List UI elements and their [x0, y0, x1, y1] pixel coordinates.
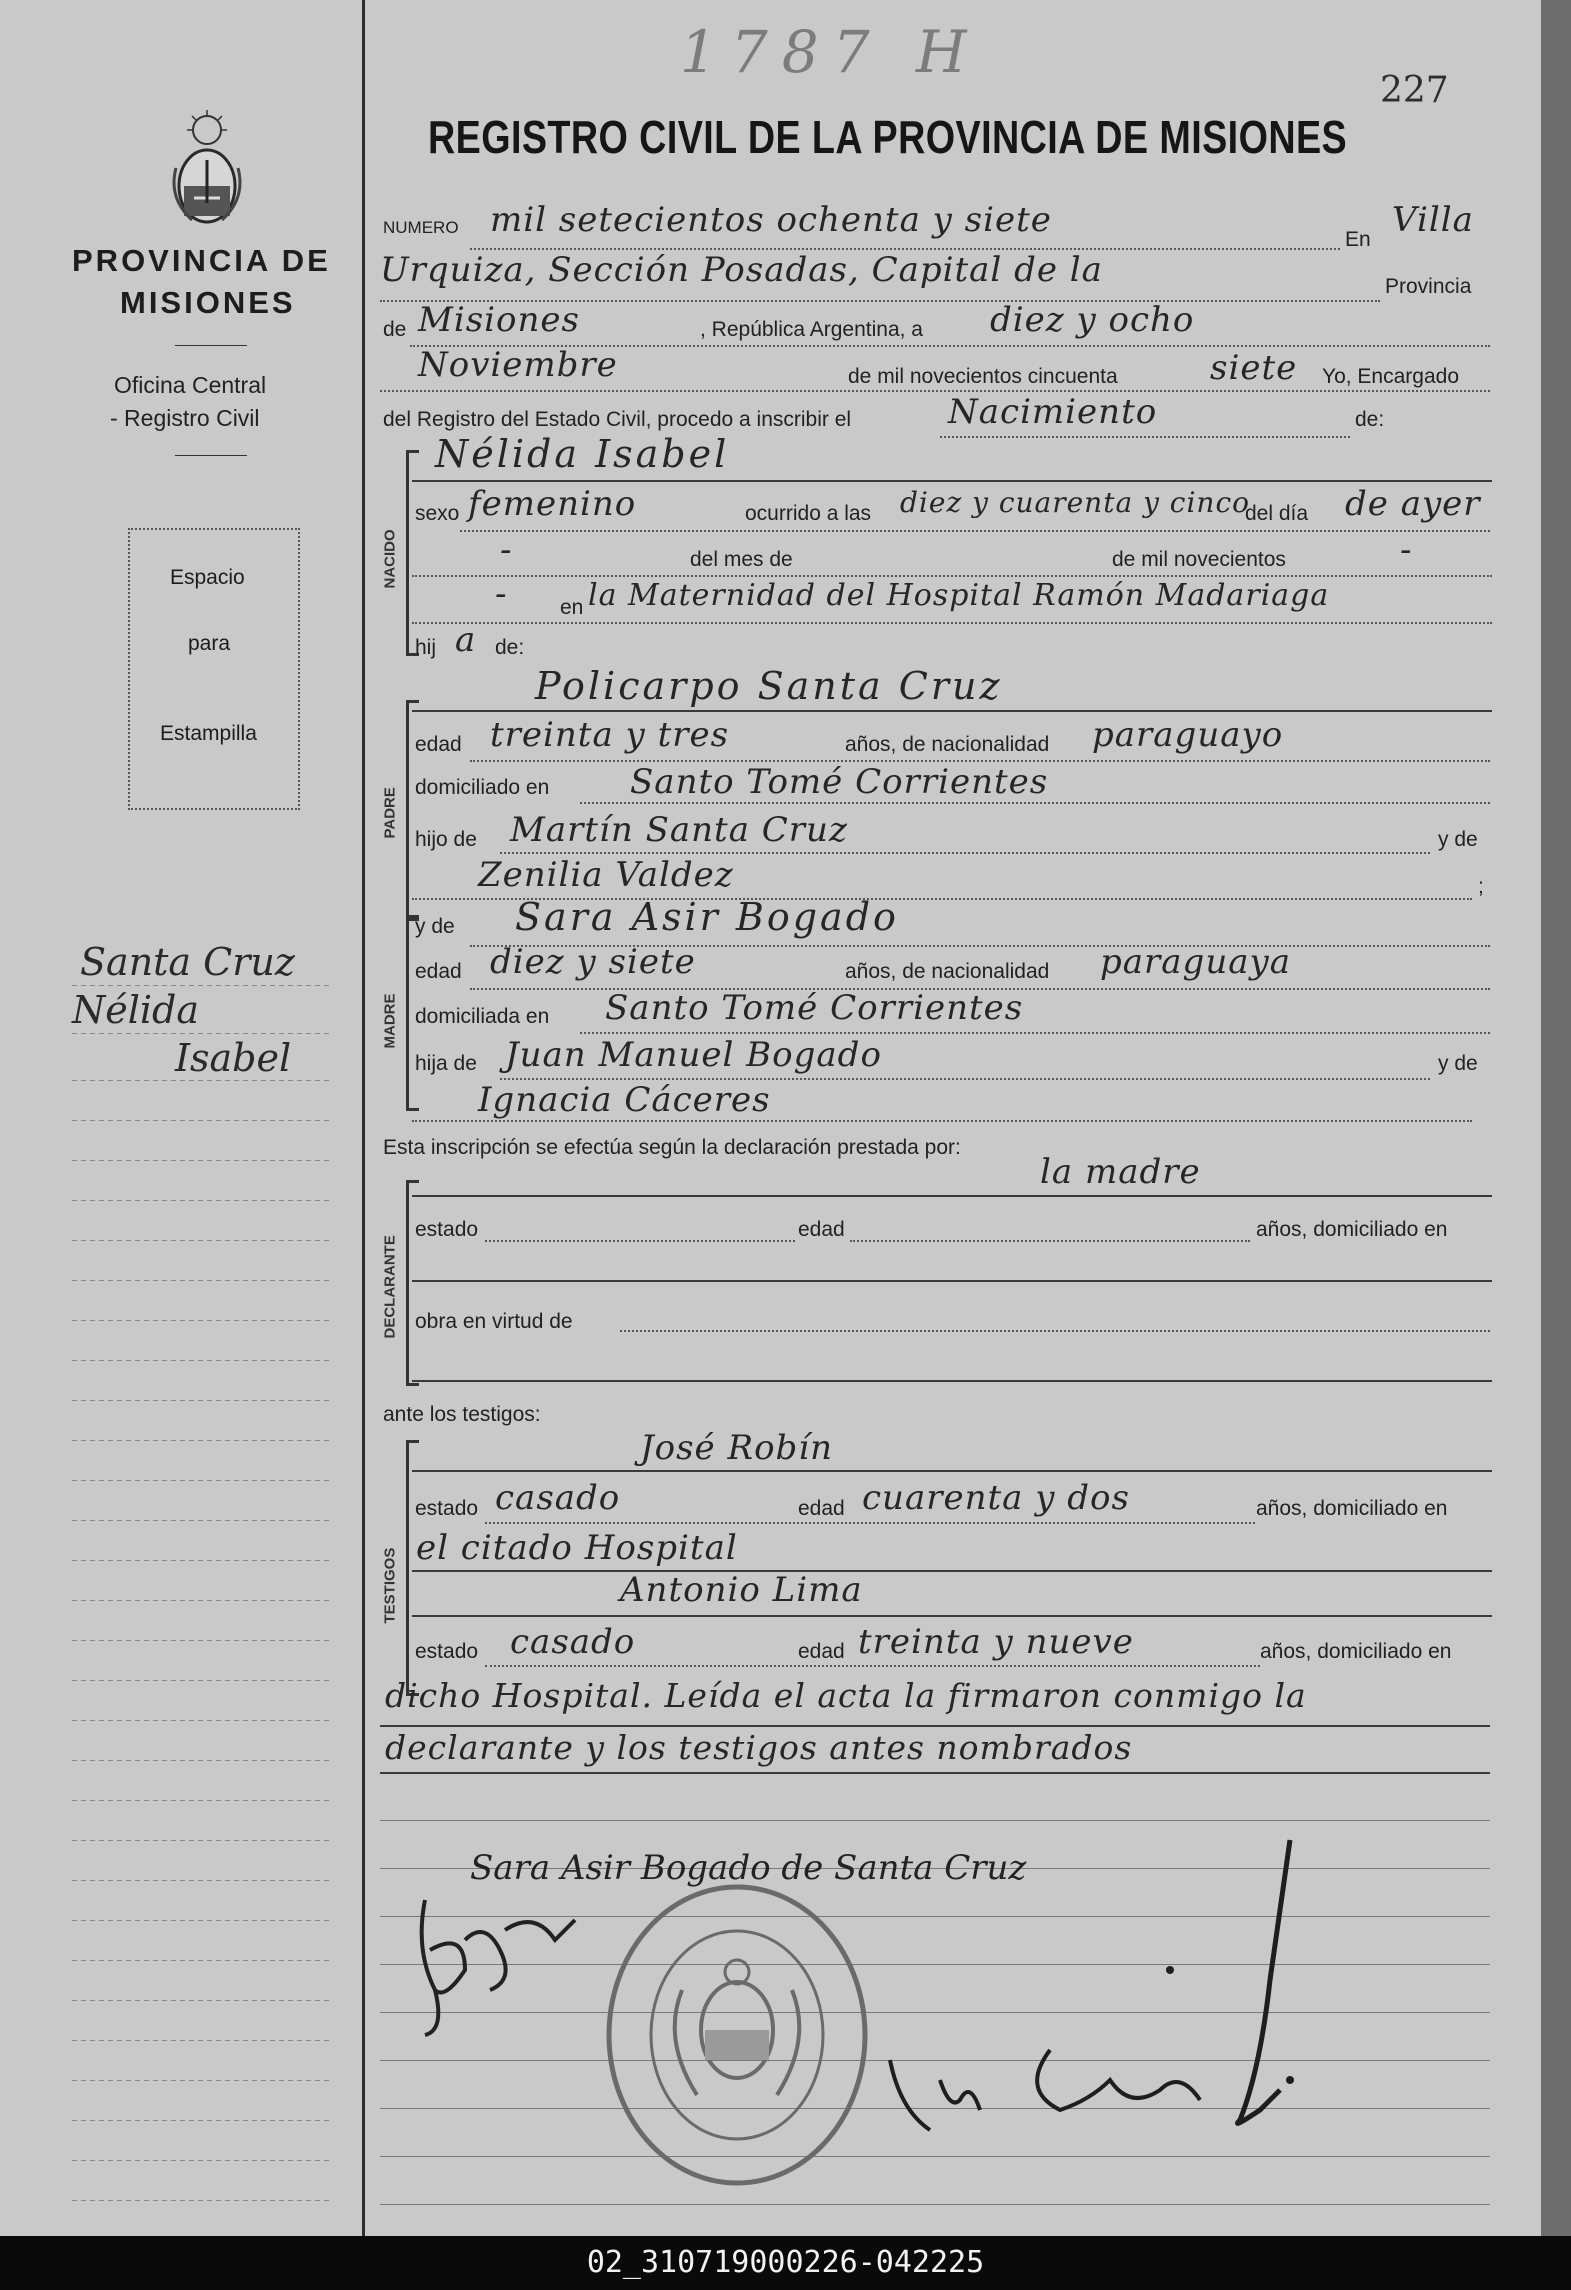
label-registro: del Registro del Estado Civil, procedo a inscribir el	[383, 408, 852, 431]
label-hija-de: hija de	[415, 1052, 477, 1075]
label-de2: de:	[495, 636, 525, 659]
fill-line	[485, 1665, 1260, 1667]
label-y-de-madre: y de	[415, 915, 455, 938]
province-name-line2: MISIONES	[120, 285, 296, 320]
hw-acto: Nacimiento	[948, 392, 1158, 432]
hw-abuela-m: Ignacia Cáceres	[478, 1080, 771, 1120]
label-declarante-domicilio: años, domiciliado en	[1256, 1218, 1448, 1241]
hw-padre: Policarpo Santa Cruz	[535, 664, 1003, 708]
hw-day: diez y ocho	[990, 300, 1195, 340]
margin-note-second-name: Isabel	[175, 1036, 292, 1080]
hw-madre: Sara Asir Bogado	[515, 895, 899, 939]
hw-madre-edad: diez y siete	[490, 942, 696, 982]
fill-line	[485, 1522, 1255, 1524]
hw-dash2: -	[1400, 530, 1413, 570]
section-label-padre: PADRE	[381, 787, 399, 839]
coat-of-arms-emblem	[162, 108, 252, 228]
rule-line	[412, 710, 1492, 712]
hw-provincia: Misiones	[418, 300, 580, 340]
fill-line	[412, 575, 1492, 577]
label-del-mes: del mes de	[690, 548, 793, 571]
label-de: de	[383, 318, 407, 341]
margin-divider	[362, 0, 365, 2236]
hw-abuela-p: Zenilia Valdez	[478, 855, 734, 895]
label-declarante-edad: edad	[798, 1218, 845, 1241]
rule-line	[412, 1195, 1492, 1197]
section-label-nacido: NACIDO	[381, 529, 399, 589]
hw-locality: Urquiza, Sección Posadas, Capital de la	[380, 250, 1103, 290]
label-testigos: ante los testigos:	[383, 1403, 541, 1426]
hw-declarante: la madre	[1040, 1152, 1201, 1192]
label-t2-estado: estado	[415, 1640, 479, 1663]
stamp-box-line3: Estampilla	[160, 722, 257, 745]
label-del-dia: del día	[1245, 502, 1309, 525]
label-t1-estado: estado	[415, 1497, 479, 1520]
hw-t2-estado: casado	[510, 1622, 636, 1662]
fill-line	[412, 1120, 1472, 1122]
hw-nombre: Nélida Isabel	[435, 432, 730, 476]
stamp-space-box	[128, 528, 300, 810]
pencil-record-number: 1787 H	[680, 18, 981, 86]
hw-madre-dom: Santo Tomé Corrientes	[605, 988, 1024, 1028]
signature-witness	[405, 1890, 585, 2040]
page-title: REGISTRO CIVIL DE LA PROVINCIA DE MISIONES	[428, 111, 1348, 163]
hw-dash1: -	[500, 530, 513, 570]
label-padre-y-de: y de	[1438, 828, 1478, 851]
label-t1-edad: edad	[798, 1497, 845, 1520]
hw-hija-suffix: a	[455, 620, 477, 660]
rule-line	[380, 2156, 1490, 2157]
label-hijo-de: hijo de	[415, 828, 477, 851]
fill-line	[580, 802, 1490, 804]
hw-hora: diez y cuarenta y cinco	[900, 486, 1250, 519]
label-en: En	[1345, 228, 1371, 251]
fill-line	[620, 1330, 1490, 1332]
label-padre-domicilio: domiciliado en	[415, 776, 550, 799]
label-madre-edad: edad	[415, 960, 462, 983]
sidebar-divider	[175, 455, 247, 456]
signature-mother: Sara Asir Bogado de Santa Cruz	[470, 1848, 1027, 1888]
rule-line	[412, 480, 1492, 482]
label-sexo: sexo	[415, 502, 460, 525]
fill-line	[460, 530, 1490, 532]
rule-line	[412, 1280, 1492, 1282]
label-padre-edad: edad	[415, 733, 462, 756]
hw-padre-dom: Santo Tomé Corrientes	[630, 762, 1049, 802]
hw-month: Noviembre	[418, 345, 618, 385]
label-madre-domicilio: domiciliada en	[415, 1005, 550, 1028]
rule-line	[380, 1725, 1490, 1727]
label-t1-domicilio: años, domiciliado en	[1256, 1497, 1448, 1520]
label-semicolon: ;	[1478, 875, 1484, 898]
label-mil-novecientos: de mil novecientos cincuenta	[848, 365, 1118, 388]
section-label-madre: MADRE	[381, 993, 399, 1049]
hw-sexo: femenino	[468, 484, 637, 524]
hw-numero: mil setecientos ochenta y siete	[490, 200, 1052, 240]
image-id-caption: 02_310719000226-042225	[0, 2236, 1571, 2290]
hw-abuelo-p: Martín Santa Cruz	[510, 810, 848, 850]
hw-abuelo-m: Juan Manuel Bogado	[505, 1035, 882, 1075]
label-obra: obra en virtud de	[415, 1310, 573, 1333]
label-t2-edad: edad	[798, 1640, 845, 1663]
section-bracket-declarante	[406, 1180, 419, 1386]
hw-madre-nac: paraguaya	[1100, 942, 1291, 982]
label-republica: , República Argentina, a	[700, 318, 923, 341]
hw-testigo1: José Robín	[640, 1428, 834, 1468]
label-madre-nacionalidad: años, de nacionalidad	[845, 960, 1050, 983]
office-name-line2: - Registro Civil	[110, 405, 260, 431]
label-yo: Yo, Encargado	[1322, 365, 1460, 388]
rule-line	[380, 2204, 1490, 2205]
fill-line	[485, 1240, 795, 1242]
label-en2: en	[560, 596, 584, 619]
label-provincia: Provincia	[1385, 275, 1472, 298]
fill-line	[850, 1240, 1250, 1242]
hw-t2-edad: treinta y nueve	[858, 1622, 1134, 1662]
label-padre-nacionalidad: años, de nacionalidad	[845, 733, 1050, 756]
rule-line	[380, 1820, 1490, 1821]
fill-line	[412, 622, 1492, 624]
rule-line	[380, 1772, 1490, 1774]
rule-line	[412, 1615, 1492, 1617]
margin-note-first-name: Nélida	[72, 988, 200, 1032]
hw-dia: de ayer	[1345, 484, 1481, 524]
signature-officer	[860, 1830, 1300, 2150]
label-de-colon: de:	[1355, 408, 1385, 431]
label-hij: hij	[415, 636, 437, 659]
rule-line	[412, 1470, 1492, 1472]
page-number: 227	[1380, 70, 1449, 111]
binding-edge	[1541, 0, 1571, 2236]
label-mil-nov2: de mil novecientos	[1112, 548, 1286, 571]
hw-t1-dom: el citado Hospital	[416, 1528, 738, 1568]
hw-t1-estado: casado	[495, 1478, 621, 1518]
hw-year: siete	[1210, 348, 1298, 388]
office-name-line1: Oficina Central	[114, 372, 267, 398]
fill-line	[380, 390, 1490, 392]
label-ocurrido: ocurrido a las	[745, 502, 872, 525]
hw-closing-line2: declarante y los testigos antes nombrados	[385, 1728, 1133, 1767]
label-madre-y-de: y de	[1438, 1052, 1478, 1075]
stamp-box-line2: para	[188, 632, 231, 655]
section-label-declarante: DECLARANTE	[381, 1235, 399, 1339]
rule-line	[412, 1380, 1492, 1382]
label-declarante-estado: estado	[415, 1218, 479, 1241]
hw-t1-edad: cuarenta y dos	[862, 1478, 1130, 1518]
label-inscripcion: Esta inscripción se efectúa según la declaración prestada por:	[383, 1136, 961, 1159]
section-label-testigos: TESTIGOS	[381, 1547, 399, 1624]
official-seal-stamp	[602, 1880, 872, 2190]
sidebar-divider	[175, 345, 247, 346]
label-t2-domicilio: años, domiciliado en	[1260, 1640, 1452, 1663]
rule-line	[412, 1570, 1492, 1572]
hw-padre-nac: paraguayo	[1092, 715, 1284, 755]
margin-note-surname: Santa Cruz	[80, 940, 295, 984]
hw-padre-edad: treinta y tres	[490, 715, 730, 755]
hw-testigo2: Antonio Lima	[620, 1570, 863, 1610]
hw-dash3: -	[495, 574, 508, 614]
hw-closing-line1: dicho Hospital. Leída el acta la firmaron conmigo la	[385, 1676, 1307, 1715]
fill-line	[580, 1032, 1490, 1034]
label-numero: NUMERO	[383, 218, 459, 237]
fill-line	[940, 436, 1350, 438]
fill-line	[500, 852, 1430, 854]
hw-en: Villa	[1392, 200, 1474, 240]
province-name-line1: PROVINCIA DE	[72, 243, 331, 278]
hw-lugar: la Maternidad del Hospital Ramón Madariaga	[588, 578, 1330, 613]
stamp-box-line1: Espacio	[170, 566, 245, 589]
